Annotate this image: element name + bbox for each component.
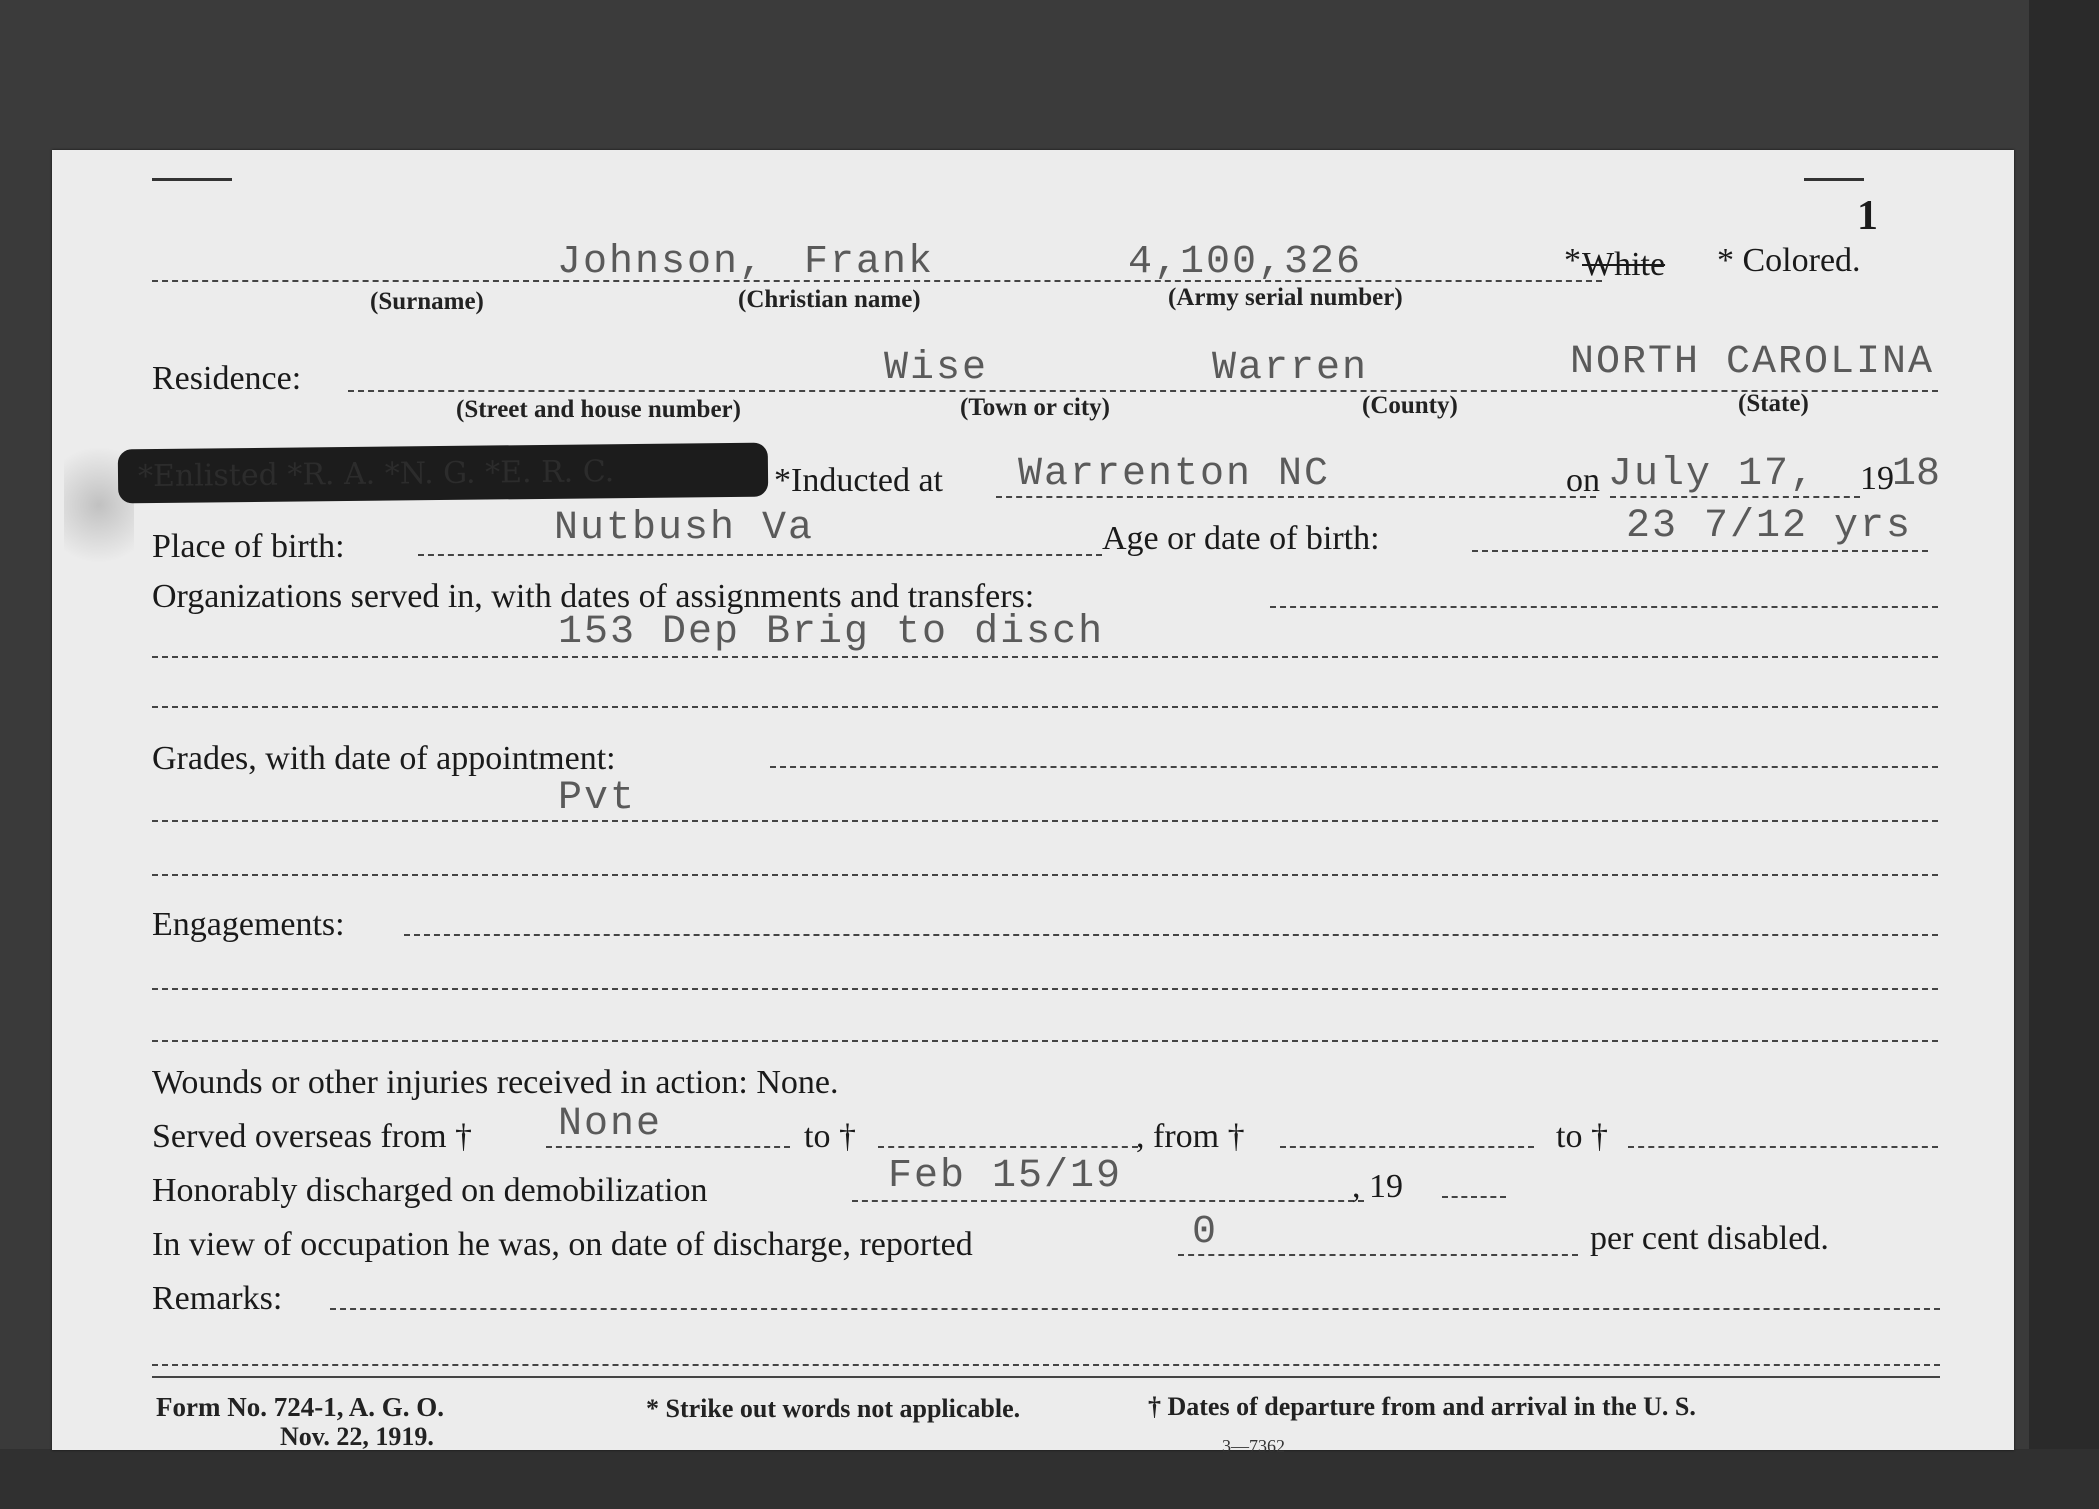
redaction-mark bbox=[118, 443, 769, 504]
state-caption: (State) bbox=[1738, 390, 1809, 417]
overseas-from-label-2: , from † bbox=[1136, 1118, 1245, 1155]
age-value: 23 7/12 yrs bbox=[1626, 504, 1913, 549]
age-line bbox=[1472, 550, 1928, 552]
organizations-label: Organizations served in, with dates of assignments and transfers: bbox=[152, 578, 1035, 615]
redacted-enlistment-text: *Enlisted *R. A. *N. G. *E. R. C. bbox=[137, 454, 615, 495]
corner-mark bbox=[152, 178, 232, 181]
on-label: on bbox=[1566, 462, 1600, 499]
engagements-line-2 bbox=[152, 988, 1938, 990]
overseas-to-label-2: to † bbox=[1556, 1118, 1608, 1155]
engagements-line-1 bbox=[404, 934, 1938, 936]
induction-date-value: July 17, bbox=[1608, 452, 1817, 497]
dates-note: † Dates of departure from and arrival in the U. S. bbox=[1148, 1392, 1696, 1421]
place-of-birth-value: Nutbush Va bbox=[554, 506, 815, 551]
organizations-line-2 bbox=[152, 656, 1938, 658]
service-record-card bbox=[52, 150, 2014, 1456]
christian-name-caption: (Christian name) bbox=[738, 286, 921, 313]
background-bottom bbox=[0, 1449, 2099, 1509]
discharge-year-label: , 19 bbox=[1352, 1168, 1403, 1205]
engagements-line-3 bbox=[152, 1040, 1938, 1042]
remarks-line-1 bbox=[330, 1308, 1940, 1310]
organizations-line-3 bbox=[152, 706, 1938, 708]
disability-suffix: per cent disabled. bbox=[1590, 1220, 1829, 1257]
surname-caption: (Surname) bbox=[370, 288, 484, 315]
form-date: Nov. 22, 1919. bbox=[280, 1422, 434, 1451]
surname-value: Johnson, bbox=[557, 240, 766, 285]
residence-line bbox=[348, 390, 1938, 392]
overseas-from-value: None bbox=[558, 1102, 663, 1147]
place-of-birth-label: Place of birth: bbox=[152, 528, 345, 565]
county-value: Warren bbox=[1212, 346, 1369, 391]
age-label: Age or date of birth: bbox=[1102, 520, 1380, 557]
background-right bbox=[2029, 0, 2099, 1509]
induction-year-value: 18 bbox=[1892, 452, 1941, 497]
induction-year-prefix: 19 bbox=[1860, 460, 1894, 497]
discharge-date-value: Feb 15/19 bbox=[888, 1154, 1123, 1199]
serial-number-caption: (Army serial number) bbox=[1168, 284, 1403, 311]
town-value: Wise bbox=[884, 346, 989, 391]
wounds-label: Wounds or other injuries received in action: None. bbox=[152, 1064, 839, 1101]
overseas-to-line-2 bbox=[1628, 1146, 1938, 1148]
engagements-label: Engagements: bbox=[152, 906, 345, 943]
discharge-year-line bbox=[1442, 1196, 1506, 1198]
grades-line-1 bbox=[770, 766, 1938, 768]
inducted-label: *Inducted at bbox=[774, 462, 943, 499]
overseas-to-line-1 bbox=[878, 1146, 1138, 1148]
race-asterisk: * bbox=[1564, 242, 1581, 279]
street-caption: (Street and house number) bbox=[456, 396, 741, 423]
background-top bbox=[0, 0, 2099, 150]
grades-line-3 bbox=[152, 874, 1938, 876]
organizations-line-1 bbox=[1270, 606, 1938, 608]
disability-value: 0 bbox=[1192, 1210, 1219, 1255]
grades-line-2 bbox=[152, 820, 1938, 822]
grades-value: Pvt bbox=[558, 776, 637, 821]
race-colored: * Colored. bbox=[1717, 242, 1861, 279]
strike-note: * Strike out words not applicable. bbox=[646, 1394, 1021, 1423]
remarks-label: Remarks: bbox=[152, 1280, 283, 1317]
christian-name-value: Frank bbox=[804, 240, 935, 285]
card-number-rule bbox=[1804, 178, 1864, 181]
overseas-from-line-2 bbox=[1280, 1146, 1534, 1148]
remarks-rule bbox=[152, 1376, 1940, 1378]
organizations-value: 153 Dep Brig to disch bbox=[558, 610, 1105, 655]
serial-number-value: 4,100,326 bbox=[1128, 240, 1363, 285]
form-number: Form No. 724-1, A. G. O. bbox=[156, 1392, 444, 1422]
overseas-label: Served overseas from † bbox=[152, 1118, 473, 1155]
overseas-to-label-1: to † bbox=[804, 1118, 856, 1155]
card-number: 1 bbox=[1857, 193, 1878, 239]
discharge-label: Honorably discharged on demobilization bbox=[152, 1172, 708, 1209]
county-caption: (County) bbox=[1362, 392, 1458, 419]
residence-label: Residence: bbox=[152, 360, 302, 397]
state-value: NORTH CAROLINA bbox=[1570, 340, 1935, 385]
discharge-line bbox=[852, 1200, 1364, 1202]
remarks-line-2 bbox=[152, 1364, 1940, 1366]
town-caption: (Town or city) bbox=[960, 394, 1110, 421]
race-white: White bbox=[1582, 246, 1666, 283]
print-code: 3—7362 bbox=[1222, 1436, 1285, 1456]
grades-label: Grades, with date of appointment: bbox=[152, 740, 616, 777]
disability-line bbox=[1178, 1254, 1578, 1256]
place-of-birth-line bbox=[418, 554, 1102, 556]
disability-label: In view of occupation he was, on date of discharge, reported bbox=[152, 1226, 973, 1263]
inducted-place-value: Warrenton NC bbox=[1018, 452, 1331, 497]
